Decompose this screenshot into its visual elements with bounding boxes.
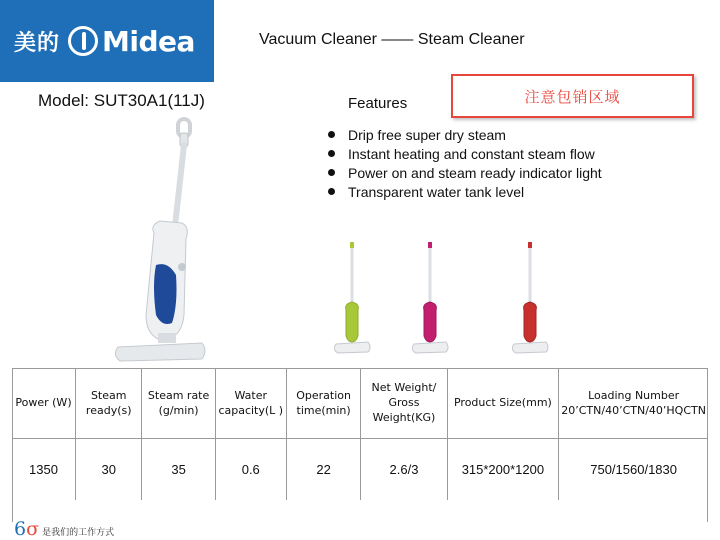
page-title: Vacuum Cleaner —— Steam Cleaner: [259, 31, 525, 48]
header-power: Power (W): [12, 368, 76, 438]
spec-value-row: [12, 438, 708, 500]
feature-text: Power on and steam ready indicator light: [348, 164, 602, 181]
feature-item: [328, 125, 602, 144]
value-power: 1350: [12, 438, 76, 500]
header-operation-time: Operation time(min): [286, 368, 361, 438]
footer-slogan: 是我们的工作方式: [42, 528, 115, 538]
promo-region-box: [451, 74, 694, 118]
value-water-capacity: 0.6: [215, 438, 286, 500]
feature-text: Drip free super dry steam: [348, 126, 506, 143]
steam-mop-red-image: [508, 240, 553, 355]
features-title: Features: [348, 95, 408, 112]
value-weight: 2.6/3: [361, 438, 447, 500]
promo-region-text: 注意包销区域: [524, 87, 621, 106]
value-steam-ready: 30: [76, 438, 142, 500]
header-water-capacity: Water capacity(L ): [215, 368, 286, 438]
header-steam-rate: Steam rate (g/min): [142, 368, 215, 438]
steam-mop-magenta-image: [408, 240, 453, 355]
steam-mop-main-image: [110, 115, 210, 365]
brand-logo: [0, 0, 214, 82]
six-sigma-mark: 6: [14, 518, 27, 540]
footer-six-sigma: [14, 518, 114, 540]
features-list: [328, 125, 602, 201]
bullet-icon: [328, 131, 335, 138]
feature-item: [328, 144, 602, 163]
feature-text: Transparent water tank level: [348, 183, 525, 200]
header-loading-number: Loading Number 20’CTN/40’CTN/40’HQCTN: [559, 368, 708, 438]
logo-cn-text: 美的: [14, 30, 61, 56]
value-operation-time: 22: [286, 438, 361, 500]
main-body-accent: [154, 264, 177, 324]
feature-item: [328, 182, 602, 201]
midea-logo-icon: [68, 26, 98, 56]
bullet-icon: [328, 169, 335, 176]
steam-mop-green-image: [330, 240, 375, 355]
model-label: Model: SUT30A1(11J): [38, 91, 205, 110]
feature-item: [328, 163, 602, 182]
value-steam-rate: 35: [142, 438, 215, 500]
header-steam-ready: Steam ready(s): [76, 368, 142, 438]
bullet-icon: [328, 150, 335, 157]
value-loading-number: 750/1560/1830: [590, 461, 677, 477]
feature-text: Instant heating and constant steam flow: [348, 145, 595, 162]
header-product-size: Product Size(mm): [447, 368, 559, 438]
bullet-icon: [328, 188, 335, 195]
spec-header-row: [12, 368, 708, 438]
value-product-size: 315*200*1200: [447, 438, 559, 500]
header-weight: Net Weight/ Gross Weight(KG): [361, 368, 447, 438]
logo-en-text: Midea: [102, 24, 195, 58]
spec-table: [12, 368, 708, 500]
sigma-icon: σ: [26, 518, 40, 540]
